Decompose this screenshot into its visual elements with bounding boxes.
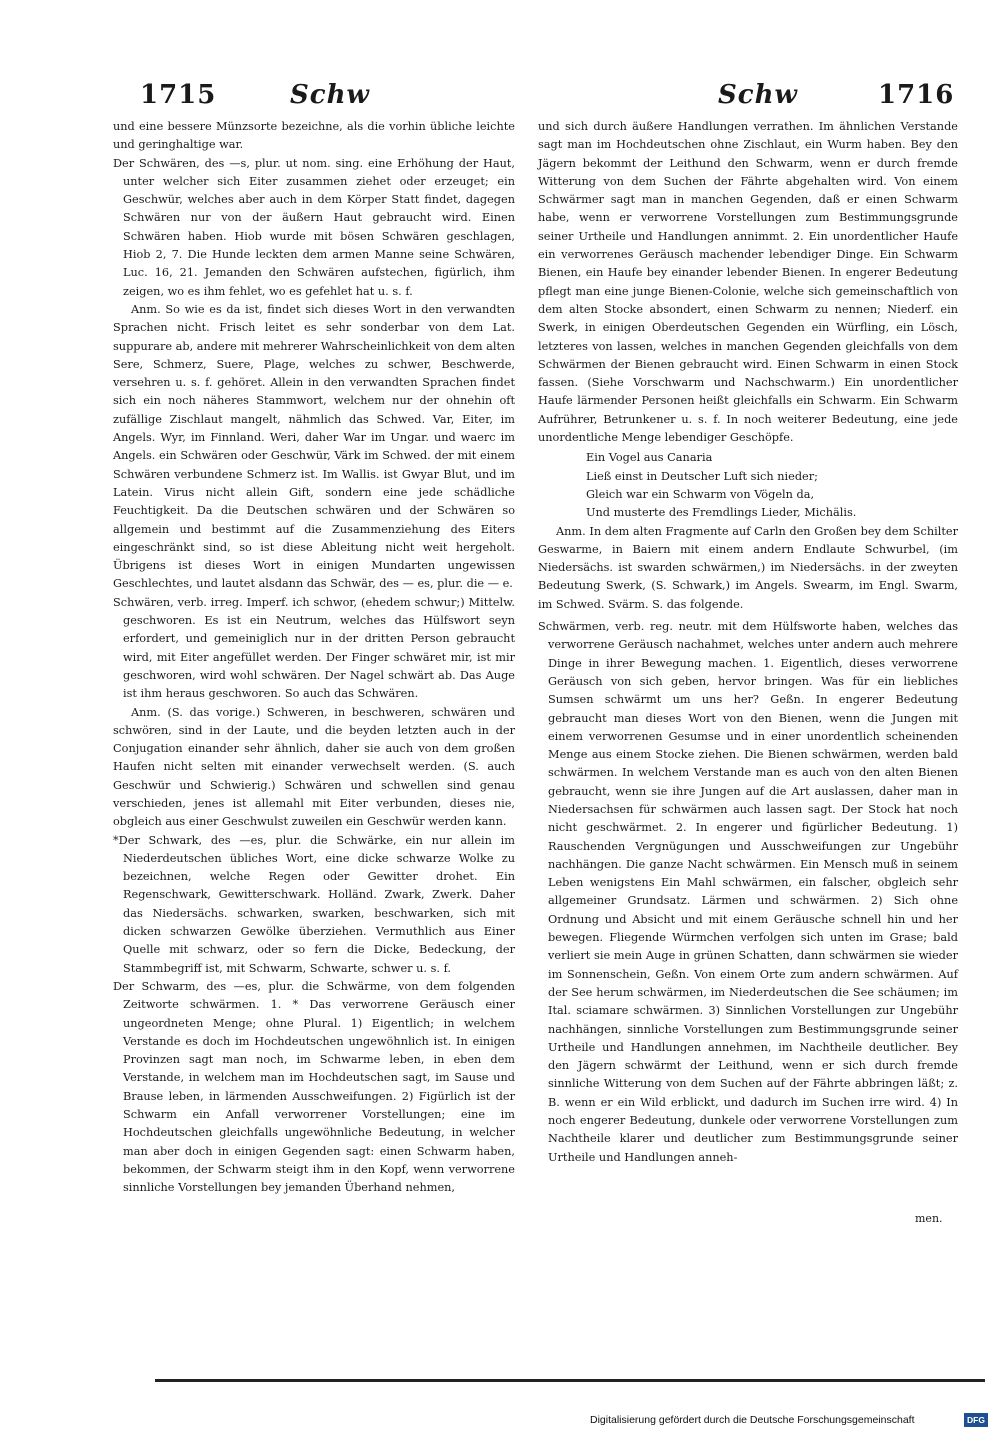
footer-credit bbox=[590, 1414, 915, 1426]
poem-line: Ein Vogel aus Canaria bbox=[586, 451, 713, 465]
page-number-right: 1716 bbox=[878, 80, 955, 110]
note-schwaeren-verb: Anm. (S. das vorige.) Schweren, in beschweren, schwären und schwören, sind in der Laute, und die beyden letzten auch in der Conjugation einander sehr ähnlich, daher sie auch von dem großen Haufen nicht selten mit einander verwechselt werden. (S. auch Geschwür und Schwierig.) Schwären und schwellen sind genau verschieden, jenes ist allemahl mit Eiter verbunden, dieses nie, obgleich aus einer Geschwulst zuweilen ein Geschwür werden kann. bbox=[113, 705, 515, 829]
right-column bbox=[538, 118, 958, 1167]
catchword-right: Schw bbox=[718, 80, 798, 110]
entry-schwark: *Der Schwark, des —es, plur. die Schwärke, ein nur allein im Niederdeutschen übliches Wort, eine dicke schwarze Wolke zu bezeichnen, welche Regen oder Gewitter drohet. Ein Regenschwark, Gewitterschwark. Holländ. Zwark, Zwerk. Daher das Niedersächs. schwarken, swarken, beschwarken, sich mit dicken schwarzen Gewölke überziehen. Vermuthlich aus Einer Quelle mit schwarz, oder so fern die Dicke, Bedeckung, der Stammbegriff ist, mit Schwarm, Schwarte, schwer u. s. f. bbox=[113, 833, 515, 975]
entry-schwaeren-verb: Schwären, verb. irreg. Imperf. ich schwor, (ehedem schwur;) Mittelw. geschworen. Es ist ein Neutrum, welches das Hülfswort seyn erfordert, und gemeiniglich nur in der dritten Person gebraucht wird, mit Eiter angefüllet werden. Der Finger schwäret mir, ist mir geschworen, wird wohl schwären. Der Nagel schwärt ab. Das Auge ist ihm heraus geschworen. So auch das Schwären. bbox=[113, 595, 515, 701]
page-number-left: 1715 bbox=[140, 80, 217, 110]
note-schwaeren-noun: Anm. So wie es da ist, findet sich dieses Wort in den verwandten Sprachen nicht. Frisch leitet es sehr sonderbar von dem Lat. suppurare ab, andere mit mehrerer Wahrscheinlichkeit von dem alten Sere, Schmerz, Suere, Plage, welches zu schwer, Beschwerde, versehren u. s. f. gehöret. Allein in den verwandten Sprachen findet sich ein noch näheres Stammwort, welchem nur der ohnehin oft zufällige Zischlaut mangelt, nähmlich das Schwed. Var, Eiter, im Angels. Wyr, im Finnland. Weri, daher War im Ungar. und waerc im Angels. ein Schwären oder Geschwür, Värk im Schwed. der mit einem Schwären verbundene Schmerz ist. Im Wallis. ist Gwyar Blut, und im Latein. Virus nicht allein Gift, sondern eine jede schädliche Feuchtigkeit. Da die Deutschen schwären und der Schwären so allgemein und bestimmt auf die Zusammenziehung des Eiters eingeschränkt sind, so ist diese Ableitung nicht weit hergeholt. Übrigens ist dieses Wort in einigen Mundarten ungewissen Geschlechtes, und lautet alsdann das Schwär, des — es, plur. die — e. bbox=[113, 302, 515, 591]
note-schwarm: Anm. In dem alten Fragmente auf Carln den Großen bey dem Schilter Geswarme, in Baiern mit einem andern Endlaute Schwurbel, (im Niedersächs. ist swarden schwärmen,) im Niedersächs. in der zweyten Bedeutung Swerk, (S. Schwark,) im Angels. Swearm, im Engl. Swarm, im Schwed. Svärm. S. das folgende. bbox=[538, 524, 958, 611]
dfg-logo-icon: DFG bbox=[964, 1413, 988, 1427]
entry-schwaeren-noun: Der Schwären, des —s, plur. ut nom. sing. eine Erhöhung der Haut, unter welcher sich Eiter zusammen ziehet oder erzeuget; ein Geschwür, welches aber auch in dem Körper Statt findet, dagegen Schwären nur von der äußern Haut gebraucht wird. Einen Schwären haben. Hiob wurde mit bösen Schwären geschlagen, Hiob 2, 7. Die Hunde leckten dem armen Manne seine Schwären, Luc. 16, 21. Jemanden den Schwären aufstechen, figürlich, ihm zeigen, wo es ihm fehlet, wo es gefehlet hat u. s. f. bbox=[113, 156, 515, 298]
entry-schwarm: Der Schwarm, des —es, plur. die Schwärme, von dem folgenden Zeitworte schwärmen. 1. * Das verworrene Geräusch einer ungeordneten Menge; ohne Plural. 1) Eigentlich; in welchem Verstande es doch im Hochdeutschen ungewöhnlich ist. In einigen Provinzen sagt man noch, im Schwarme leben, in eben dem Verstande, in welchem man im Hochdeutschen sagt, im Sause und Brause leben, in lärmenden Ausschweifungen. 2) Figürlich ist der Schwarm ein Anfall verworrener Vorstellungen; eine im Hochdeutschen gleichfalls ungewöhnliche Bedeutung, in welcher man aber doch in einigen Gegenden sagt: einen Schwarm haben, bekommen, der Schwarm steigt ihm in den Kopf, wenn verworrene sinnliche Vorstellungen bey jemanden Überhand nehmen, bbox=[113, 979, 515, 1195]
paragraph-continuation: und eine bessere Münzsorte bezeichne, als die vorhin übliche leichte und geringhaltige war. bbox=[113, 120, 515, 152]
scan-edge-rule bbox=[155, 1379, 985, 1382]
footer-text: Digitalisierung gefördert durch die Deutsche Forschungsgemeinschaft bbox=[590, 1414, 915, 1426]
poem-line: Ließ einst in Deutscher Luft sich nieder; bbox=[586, 469, 818, 483]
poem-line: Gleich war ein Schwarm von Vögeln da, bbox=[586, 487, 815, 501]
left-column bbox=[113, 118, 515, 1198]
poem-line: Und musterte des Fremdlings Lieder, Michälis. bbox=[586, 506, 857, 520]
catchword-left: Schw bbox=[290, 80, 370, 110]
catchword-bottom: men. bbox=[915, 1212, 943, 1225]
entry-schwaermen: Schwärmen, verb. reg. neutr. mit dem Hülfsworte haben, welches das verworrene Geräusch nachahmet, welches unter andern auch mehrere Dinge in ihrer Bewegung machen. 1. Eigentlich, dieses verworrene Geräusch von sich geben, hervor bringen. Was für ein liebliches Sumsen schwärmt um uns her? Geßn. In engerer Bedeutung gebraucht man dieses Wort von den Bienen, wenn die Jungen mit einem verworrenen Gesumse und in einer unordentlich scheinenden Menge aus einem Stocke ziehen. Die Bienen schwärmen, werden bald schwärmen. In welchem Verstande man es auch von den alten Bienen gebraucht, wenn sie ihre Jungen auf die Art auslassen, daher man in Niedersachsen für schwärmen auch lassen sagt. Der Stock hat noch nicht geschwärmet. 2. In engerer und figürlicher Bedeutung. 1) Rauschenden Vergnügungen und Ausschweifungen zur Ungebühr nachhängen. Die ganze Nacht schwärmen. Ein Mensch muß in seinem Leben wenigstens Ein Mahl schwärmen, ein falscher, obgleich sehr allgemeiner Grundsatz. Lärmen und schwärmen. 2) Sich ohne Ordnung und Absicht und mit einem Geräusche schnell hin und her bewegen. Fliegende Würmchen verfolgen sich unten im Grase; bald verliert sie mein Auge in grünen Schatten, dann schwärmen sie wieder im Sonnenschein, Geßn. Von einem Orte zum andern schwärmen. Auf der See herum schwärmen, im Niederdeutschen die See schäumen; im Ital. sciamare schwärmen. 3) Sinnlichen Vorstellungen zur Ungebühr nachhängen, sinnliche Vorstellungen zum Bestimmungsgrunde seiner Urtheile und Handlungen annehmen, im Nachtheile deutlicher. Bey den Jägern schwärmt der Leithund, wenn er sich durch fremde sinnliche Witterung von dem Suchen auf der Fährte abbringen läßt; z. B. wenn er ein Wild erblickt, und dadurch im Suchen irre wird. 4) In noch engerer Bedeutung, dunkele oder verworrene Vorstellungen zum Nachtheile klarer und deutlicher zum Bestimmungsgrunde seiner Urtheile und Handlungen anneh- bbox=[538, 620, 958, 1164]
entry-schwarm-continued: und sich durch äußere Handlungen verrathen. Im ähnlichen Verstande sagt man im Hochdeutschen ohne Zischlaut, ein Wurm haben. Bey den Jägern bekommt der Leithund den Schwarm, wenn er durch fremde Witterung von dem Suchen der Fährte abgehalten wird. Von einem Schwärmer sagt man in manchen Gegenden, daß er einen Schwarm habe, wenn er verworrene Vorstellungen zum Bestimmungsgrunde seiner Urtheile und Handlungen annimmt. 2. Ein unordentlicher Haufe ein verworrenes Geräusch machender lebendiger Dinge. Ein Schwarm Bienen, ein Haufe bey einander lebender Bienen. In engerer Bedeutung pflegt man eine junge Bienen-Colonie, welche sich gemeinschaftlich von dem alten Stocke absondert, einen Schwarm zu nennen; Niederf. ein Swerk, in einigen Oberdeutschen Gegenden ein Würfling, ein Lösch, letzteres von lassen, welches in manchen Gegenden gleichfalls von dem Schwärmen der Bienen gebraucht wird. Einen Schwarm in einen Stock fassen. (Siehe Vorschwarm und Nachschwarm.) Ein unordentlicher Haufe lärmender Personen heißt gleichfalls ein Schwarm. Ein Schwarm Aufrührer, Betrunkener u. s. f. In noch weiterer Bedeutung, eine jede unordentliche Menge lebendiger Geschöpfe. bbox=[538, 120, 958, 445]
